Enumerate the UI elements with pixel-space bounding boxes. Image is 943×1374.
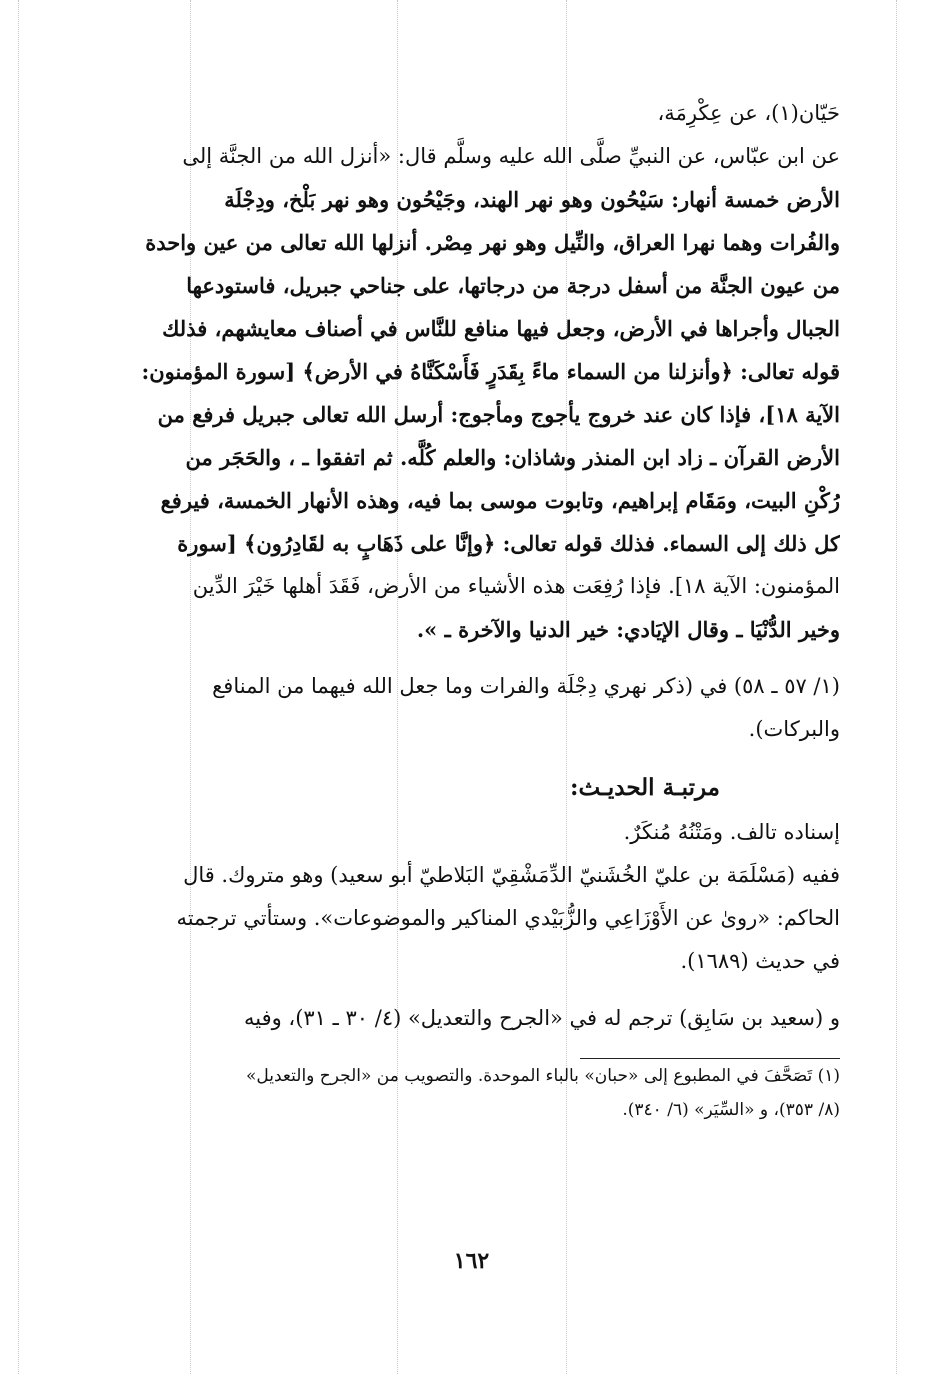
- text-line: عن ابن عبّاس، عن النبيِّ صلَّى الله عليه وسلَّم قال: «أنزل الله من الجنَّة إلى: [182, 144, 840, 168]
- grading-line: إسناده تالف. ومَتْنُهُ مُنكَرٌ.: [623, 820, 840, 844]
- text-line: و (سعيد بن سَابِق) ترجم له في «الجرح والتعديل» (٤/ ٣٠ ـ ٣١)، وفيه: [243, 1006, 840, 1030]
- footnote-line: (٨/ ٣٥٣)، و «السِّيَر» (٦/ ٣٤٠).: [622, 1100, 840, 1120]
- footnote-line: (١) تَصَحَّفَ في المطبوع إلى «حبان» بالباء الموحدة. والتصويب من «الجرح والتعديل»: [246, 1066, 840, 1086]
- text-line: حَيّان(١)، عن عِكْرِمَة،: [657, 101, 840, 125]
- text-line: الجبال وأجراها في الأرض، وجعل فيها منافع للنَّاس في أصناف معايشهم، فذلك: [162, 316, 840, 341]
- text-line: رُكْنِ البيت، ومَقَام إبراهيم، وتابوت موسى بما فيه، وهذه الأنهار الخمسة، فيرفع: [160, 488, 840, 513]
- spacer: [104, 751, 840, 765]
- citation-line: (١/ ٥٧ ـ ٥٨) في (ذكر نهري دِجْلَة والفرات وما جعل الله فيهما من المنافع: [212, 674, 840, 698]
- text-line: من عيون الجنَّة من أسفل درجة من درجاتها، على جناحي جبريل، فاستودعها: [186, 273, 840, 298]
- grading-line: ففيه (مَسْلَمَة بن عليّ الخُشَنيّ الدِّمَشْقِيّ البَلاطيّ أبو سعيد) وهو متروك. قال: [183, 863, 840, 887]
- text-line: وخير الدُّنْيَا ـ وقال الإيَادي: خير الدنيا والآخرة ـ ».: [416, 617, 840, 642]
- scan-guide-line: [896, 0, 897, 1374]
- scan-guide-line: [18, 0, 19, 1374]
- page-number: ١٦٢: [453, 1248, 490, 1274]
- text-line: المؤمنون: الآية ١٨]. فإذا رُفِعَت هذه الأشياء من الأرض، فَقَدَ أهلها خَيْرَ الدِّين: [192, 574, 840, 598]
- spacer: [104, 651, 840, 665]
- spacer: [104, 983, 840, 997]
- text-line: الآية ١٨]، فإذا كان عند خروج يأجوج ومأجوج: أرسل الله تعالى جبريل فرفع من: [157, 402, 840, 427]
- text-line: قوله تعالى: ﴿وأنزلنا من السماء ماءً بِقَدَرٍ فَأَسْكَنَّاهُ في الأرض﴾ [سورة المؤمنون:: [141, 359, 840, 384]
- grading-line: في حديث (١٦٨٩).: [680, 949, 840, 973]
- text-line: والفُرات وهما نهرا العراق، والنِّيل وهو نهر مِصْر. أنزلها الله تعالى من عين واحدة: [145, 230, 840, 255]
- footnote-separator: [580, 1058, 840, 1059]
- citation-line: والبركات).: [748, 717, 840, 741]
- text-line: كل ذلك إلى السماء. فذلك قوله تعالى: ﴿وإنَّا على ذَهَابٍ به لقَادِرُون﴾ [سورة: [177, 531, 840, 556]
- text-line: الأرض خمسة أنهار: سَيْحُون وهو نهر الهند، وجَيْحُون وهو نهر بَلْخ، ودِجْلَة: [224, 187, 840, 212]
- grading-line: الحاكم: «روىٰ عن الأَوْزَاعِي والزُّبَيْدي المناكير والموضوعات». وستأتي ترجمته: [176, 906, 840, 930]
- page-body: [104, 92, 840, 1127]
- text-line: الأرض القرآن ـ زاد ابن المنذر وشاذان: والعلم كُلَّه. ثم اتفقوا ـ ، والحَجَر من: [185, 445, 840, 470]
- section-heading: مرتبـة الحديـث:: [570, 774, 720, 801]
